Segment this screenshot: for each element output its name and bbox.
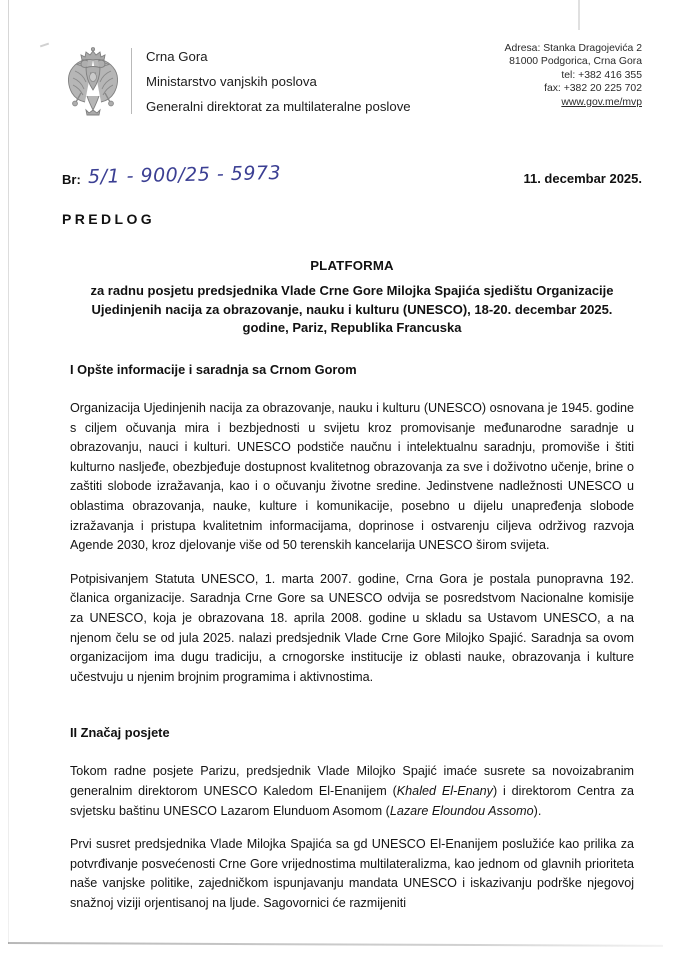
title-subtitle-line-2: Ujedinjenih nacija za obrazovanje, nauku i kulturu (UNESCO), 18-20. decembar 2025.	[91, 301, 613, 317]
scan-artifact-speck	[40, 43, 49, 48]
address-fax: fax: +382 20 225 702	[544, 83, 642, 95]
title-subtitle-line-1: za radnu posjetu predsjednika Vlade Crne Gore Milojka Spajića sjedištu Organizacije	[90, 283, 614, 298]
section-heading-1: I Opšte informacije i saradnja sa Crnom Gorom	[70, 362, 357, 377]
paragraph-3-part-1: Tokom radne posjete Parizu, predsjednik Vlade Milojko Spajić imaće susrete sa novoizabranim generalnim direktorom UNESCO Kaledom El-Enanijem (	[70, 764, 634, 798]
paragraph-3-part-3: ).	[533, 803, 542, 818]
org-directorate: Generalni direktorat za multilateralne poslove	[146, 99, 411, 114]
paragraph-4: Prvi susret predsjednika Vlade Milojka Spajića sa gd UNESCO El-Enanijem poslužiće kao prilika za potvrđivanje posvećenosti Crne Gore vrijednostima multilateralizma, kao jednom od glavnih prioriteta naše vanjske politike, zajedničkom ispunjavanju mandata UNESCO i iskazivanju podrške njegovoj snažnoj viziji orjentisanoj na ljude. Sagovornici će razmijeniti	[70, 837, 634, 910]
address-street: Adresa: Stanka Dragojevića 2	[504, 43, 642, 54]
person-name-eloundou-assomo: Lazare Eloundou Assomo	[389, 803, 534, 818]
address-city: 81000 Podgorica, Crna Gora	[509, 56, 642, 68]
paragraph-3-part-2: ) i direktorom Centra za svjetsku baštinu UNESCO Lazarom Elunduom Asomom (	[70, 783, 634, 818]
address-block	[422, 42, 642, 109]
reference-label: Br:	[62, 172, 81, 187]
title-main: PLATFORMA	[310, 258, 394, 273]
montenegro-coat-of-arms-icon	[62, 46, 124, 120]
section-spacer	[70, 701, 634, 721]
title-subtitle	[62, 282, 642, 338]
scan-artifact-streak	[578, 0, 580, 30]
document-body	[70, 362, 634, 913]
title-block	[62, 258, 642, 338]
document-kind-label: PREDLOG	[62, 211, 156, 227]
person-name-el-enany: Khaled El-Enany	[396, 783, 493, 798]
page-edge-shadow	[8, 0, 9, 944]
page-bottom-shadow	[8, 942, 663, 947]
address-tel: tel: +382 416 355	[561, 69, 642, 81]
paragraph-2: Potpisivanjem Statuta UNESCO, 1. marta 2007. godine, Crna Gora je postala punopravna 192. članica organizacije. Saradnja Crne Gore sa UNESCO odvija se posredstvom Nacionalne komisije za UNESCO, koja je obrazovana 18. aprila 2008. godine u skladu sa Ustavom UNESCO, a na njenom čelu se od jula 2025. nalazi predsjednik Vlade Crne Gore Milojko Spajić. Saradnja sa ovom organizacijom ima dugu tradiciju, a crnogorske institucije iz oblasti nauke, obrazovanja i kulture učestvuju u njenim brojnim programima i aktivnostima.	[70, 571, 634, 684]
org-country: Crna Gora	[146, 49, 208, 64]
letterhead-divider	[131, 48, 132, 114]
address-website-link[interactable]: www.gov.me/mvp	[561, 96, 642, 108]
org-ministry: Ministarstvo vanjskih poslova	[146, 74, 317, 89]
letterhead	[62, 44, 642, 126]
document-date: 11. decembar 2025.	[523, 171, 642, 186]
reference-row	[62, 161, 642, 198]
title-subtitle-line-3: godine, Pariz, Republika Francuska	[242, 320, 462, 335]
paragraph-3	[70, 762, 634, 821]
paragraph-1: Organizacija Ujedinjenih nacija za obrazovanje, nauku i kulturu (UNESCO) osnovana je 1945. godine s ciljem očuvanja mira i bezbjednosti u svijetu kroz promovisanje međunarodne saradnje u obrazovanju, nauci i kulturi. UNESCO podstiče naučnu i intelektualnu saradnju, promoviše i štiti kulturno nasljeđe, obezbjeđuje dostupnost kvalitetnog obrazovanja za sve i doživotno učenje, brine o zaštiti slobode izražavanja, kao i o očuvanju životne sredine. Jedinstvene nadležnosti UNESCO u oblastima obrazovanja, nauke, kulture i komunikacije, posebno u dijelu unapređenja slobode izražavanja i pristupa kvalitetnim informacijama, doprinose i ostvarenju ciljeva održivog razvoja Agende 2030, kroz djelovanje više od 50 terenskih kancelarija UNESCO širom svijeta.	[70, 401, 634, 553]
reference-number-handwritten: 5/1 - 900/25 - 5973	[87, 161, 282, 188]
section-heading-2: II Značaj posjete	[70, 725, 170, 741]
